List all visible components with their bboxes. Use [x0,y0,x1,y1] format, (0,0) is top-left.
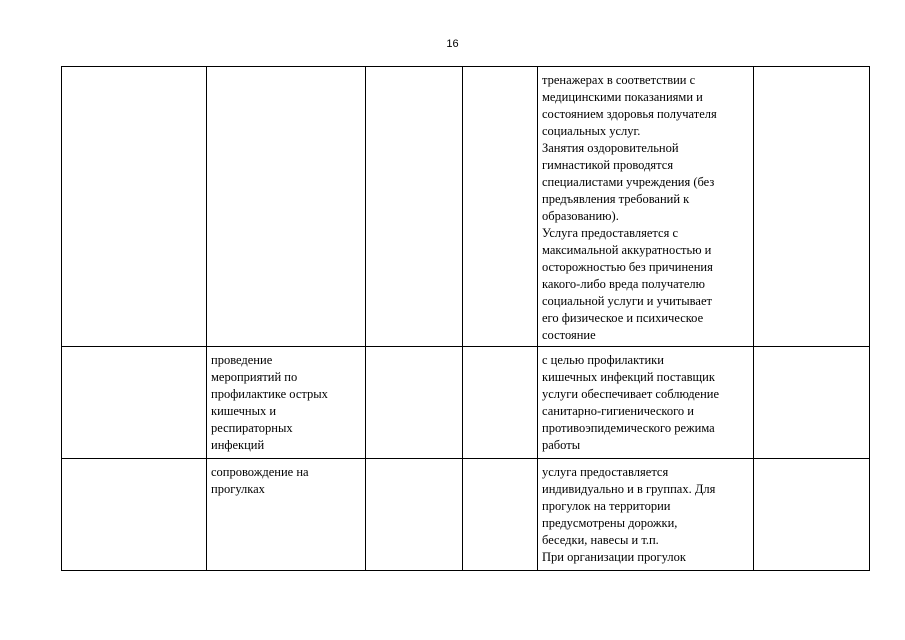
table-cell [62,347,207,459]
table-cell [207,67,366,347]
page-number: 16 [446,38,459,50]
table-cell [366,347,463,459]
table-cell [754,459,870,571]
table-cell [463,67,538,347]
table-cell [366,67,463,347]
table-cell [366,459,463,571]
table-cell-description: с целью профилактики кишечных инфекций поставщик услуги обеспечивает соблюдение санитарно-гигиенического и противоэпидемического режима работы [538,347,754,459]
table-row [62,459,870,571]
table-cell-service-name: проведение мероприятий по профилактике острых кишечных и респираторных инфекций [207,347,366,459]
table-cell-description: тренажерах в соответствии с медицинскими показаниями и состоянием здоровья получателя социальных услуг. Занятия оздоровительной гимнастикой проводятся специалистами учреждения (без предъявления требований к образованию). Услуга предоставляется с максимальной аккуратностью и осторожностью без причинения какого-либо вреда получателю социальной услуги и учитывает его физическое и психическое состояние [538,67,754,347]
table-cell [62,67,207,347]
table-cell-service-name: сопровождение на прогулках [207,459,366,571]
table-row [62,347,870,459]
table-cell [754,67,870,347]
table-cell [754,347,870,459]
table-cell [463,347,538,459]
table-cell-description: услуга предоставляется индивидуально и в группах. Для прогулок на территории предусмотрены дорожки, беседки, навесы и т.п. При организации прогулок [538,459,754,571]
table-row [62,67,870,347]
table-cell [62,459,207,571]
services-table [61,66,870,571]
table-cell [463,459,538,571]
